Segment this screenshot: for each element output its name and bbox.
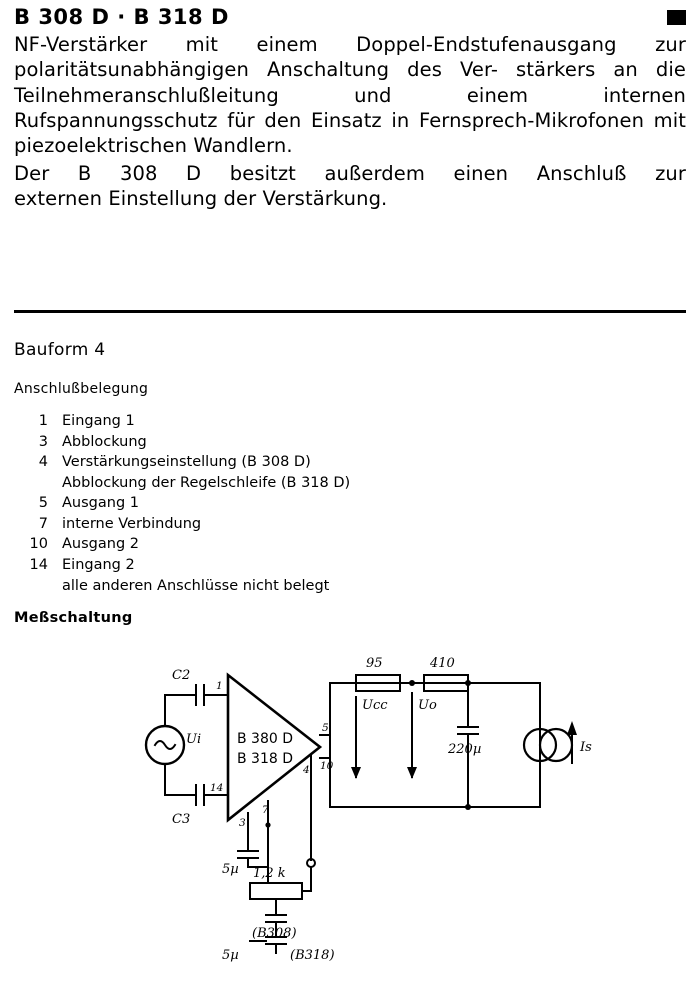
bauform-label: Bauform 4: [14, 340, 106, 360]
intro-paragraph-1: [14, 32, 686, 159]
intro-line: stärkers an die Teilnehmeranschlußleitung und: [14, 58, 686, 107]
horizontal-divider: [14, 310, 686, 313]
pin-sublabel: alle anderen Anschlüsse nicht belegt: [62, 577, 330, 594]
list-item: [22, 534, 522, 555]
measurement-circuit-diagram: [0, 645, 700, 975]
intro-line: Der B 308 D besitzt außerdem einen Anschluß zur: [14, 161, 686, 185]
intro-line: externen Einstellung der Verstärkung.: [14, 187, 388, 211]
label-b308: (B308): [252, 926, 297, 941]
pin-label: Eingang 2: [62, 557, 135, 574]
list-item: [22, 514, 522, 535]
intro-line: NF-Verstärker mit einem Doppel-Endstufenausgang: [14, 33, 617, 56]
pinning-section-title: Anschlußbelegung: [14, 381, 149, 397]
circuit-section-title: Meßschaltung: [14, 610, 133, 626]
label-uo: Uo: [418, 698, 437, 713]
label-pin-5: 5: [322, 722, 329, 734]
black-square-icon: [667, 10, 686, 25]
pin-label: Eingang 1: [62, 413, 135, 429]
header: [14, 6, 686, 29]
pin-list: [22, 411, 522, 596]
pin-number: 1: [38, 413, 48, 429]
pin-number: 14: [29, 557, 48, 574]
intro-line: einem internen Rufspannungsschutz für den Einsatz: [14, 83, 686, 133]
label-12k: 1,2 k: [253, 866, 286, 881]
label-chip-line-1: B 380 D: [237, 731, 294, 747]
intro-line: Wandlern.: [193, 134, 293, 158]
label-220u: 220µ: [448, 742, 482, 757]
label-5u-bottom: 5µ: [222, 948, 239, 963]
pin-number: 7: [38, 515, 48, 532]
pin-label: interne Verbindung: [62, 515, 202, 532]
label-pin-3: 3: [239, 817, 246, 829]
label-pin-1: 1: [216, 680, 223, 692]
pin-label: Ausgang 1: [62, 495, 139, 512]
label-chip-line-2: B 318 D: [237, 751, 294, 767]
list-item: [22, 432, 522, 453]
label-r95: 95: [366, 656, 383, 671]
label-pin-14: 14: [210, 782, 224, 794]
pin-label: Ausgang 2: [62, 536, 139, 553]
label-pin-4: 4: [303, 764, 310, 776]
list-item: [22, 452, 522, 473]
list-item: [22, 493, 522, 514]
pin-number: 10: [29, 536, 48, 553]
list-item: [22, 411, 522, 432]
label-5u-left: 5µ: [222, 862, 239, 877]
label-ucc: Ucc: [362, 698, 388, 713]
pin-sublabel: Abblockung der Regelschleife (B 318 D): [62, 474, 351, 491]
intro-text: [14, 32, 686, 211]
intro-paragraph-2: [14, 161, 686, 212]
label-pin-10: 10: [320, 760, 334, 772]
label-c3: C3: [172, 812, 191, 827]
label-pin-7: 7: [262, 804, 269, 816]
label-c2: C2: [172, 668, 191, 683]
pin-label: Abblockung: [62, 433, 147, 450]
intro-line: in Fernsprech-Mikrofonen mit piezoelektrischen: [14, 109, 686, 158]
page-title: B 308 D · B 318 D: [14, 5, 229, 29]
intro-line: zur polaritätsunabhängigen Anschaltung des Ver-: [14, 33, 686, 82]
label-b318: (B318): [290, 948, 335, 963]
label-r410: 410: [430, 656, 455, 671]
pin-label: Verstärkungseinstellung (B 308 D): [62, 454, 311, 471]
pin-number: 5: [38, 495, 48, 512]
label-ui: Ui: [186, 732, 202, 747]
pin-number: 4: [38, 454, 48, 471]
list-item: [22, 555, 522, 576]
pin-number: 3: [38, 433, 48, 450]
label-is: Is: [580, 740, 592, 755]
